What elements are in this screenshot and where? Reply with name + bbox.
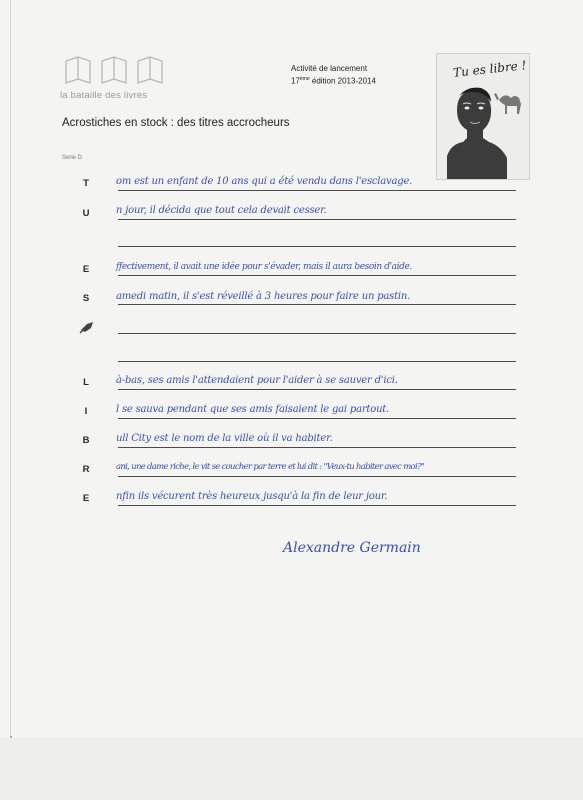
edition-rest: édition 2013-2014 <box>309 76 376 86</box>
writing-line <box>118 389 516 390</box>
edition-number: 17 <box>291 76 300 86</box>
acrostic-letter: R <box>82 464 90 475</box>
book-cover-image <box>436 53 530 180</box>
edition-line <box>291 74 376 87</box>
writing-line <box>118 219 516 220</box>
page-title: Acrostiches en stock : des titres accrocheurs <box>62 117 290 129</box>
activity-header <box>291 64 376 87</box>
handwritten-line: ani, une dame riche, le vit se coucher par terre et lui dit : "Veux-tu habiter avec moi?" <box>116 462 425 472</box>
serie-label: Serie D <box>62 155 83 161</box>
writing-line <box>118 190 516 191</box>
writing-line <box>118 304 516 305</box>
writing-line <box>118 447 516 448</box>
book-cover-caption: Tu es libre ! <box>452 58 527 80</box>
handwritten-line: l se sauva pendant que ses amis faisaient le gai partout. <box>116 404 390 415</box>
acrostic-letter: I <box>84 406 88 417</box>
acrostic-letter: U <box>82 208 90 219</box>
handwritten-line: nfin ils vécurent très heureux jusqu'à la fin de leur jour. <box>116 491 388 502</box>
handwritten-line: om est un enfant de 10 ans qui a été vendu dans l'esclavage. <box>116 176 413 187</box>
acrostic-letter: B <box>82 435 90 446</box>
logo-text: la bataille des livres <box>60 90 148 101</box>
handwritten-line: ull City est le nom de la ville où il va habiter. <box>116 433 333 444</box>
writing-line <box>118 333 516 334</box>
handwritten-line: ffectivement, il avait une idée pour s'évader, mais il aura besoin d'aide. <box>116 262 412 272</box>
handwritten-line: n jour, il décida que tout cela devait cesser. <box>116 205 327 216</box>
signature: Alexandre Germain <box>283 540 421 556</box>
acrostic-letter: E <box>82 493 90 504</box>
handwritten-line: à-bas, ses amis l'attendaient pour l'aider à se sauver d'ici. <box>116 375 398 386</box>
writing-line <box>118 418 516 419</box>
writing-line <box>118 361 516 362</box>
edition-suffix: ème <box>299 76 310 82</box>
scan-mark <box>10 736 12 738</box>
page-edge <box>10 0 11 800</box>
writing-line <box>118 246 516 247</box>
handwritten-line: amedi matin, il s'est réveillé à 3 heures pour faire un pastin. <box>116 291 411 302</box>
writing-line <box>118 476 516 477</box>
page-bottom-strip <box>0 738 583 800</box>
acrostic-letter: S <box>82 293 90 304</box>
acrostic-letter: T <box>83 178 89 189</box>
acrostic-letter: L <box>83 377 89 388</box>
writing-line <box>118 505 516 506</box>
acrostic-letter: E <box>82 264 90 275</box>
writing-line <box>118 275 516 276</box>
activity-title: Activité de lancement <box>291 64 368 73</box>
pen-stamp-icon <box>79 320 97 334</box>
